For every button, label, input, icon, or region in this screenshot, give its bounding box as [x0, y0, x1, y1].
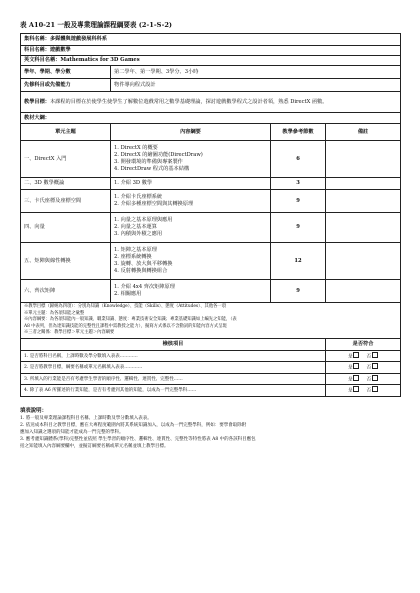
unit-item: 2. 相關應用 [114, 291, 142, 297]
checklist-options [326, 362, 401, 374]
subject-en-label: 英文科目名稱： [24, 57, 61, 63]
unit-item: 2. 向量之基本運算 [114, 224, 157, 230]
note-line: ※教學目標（歸納為四項）：分別為知識（Knowledge）、技能（Skills）、態度（Attitudes）、其他各一項 [24, 304, 227, 309]
unit-items [111, 280, 271, 303]
checklist-row [21, 350, 401, 362]
term-label: 學年、學期、學分數 [21, 66, 111, 79]
checklist-item: 4. 除了表 A6 所羅述的行業知能，是否有考慮到其他的知能，以成為一門完整學科…… [21, 385, 326, 397]
instructions-title: 填表說明： [20, 407, 47, 414]
unit-hours: 9 [271, 190, 326, 213]
row-term [21, 66, 401, 79]
department-label: 集科名稱： [24, 36, 50, 42]
unit-item: 2. 座標系統轉換 [114, 254, 152, 260]
option-no-label: 否 [366, 388, 372, 394]
unit-hours: 9 [271, 213, 326, 243]
note-line: ※三者之關係：教學目標＞單元主題＞內容綱要 [24, 330, 115, 336]
unit-item: 3. 開發環境的準備與專案製作 [114, 159, 183, 165]
unit-topic: 二、3D 數學概論 [21, 178, 111, 190]
prereq-label: 先修科目或先備能力 [21, 79, 111, 92]
unit-item: 3. 內積與外積之應用 [114, 231, 163, 237]
outline-label: 教材大綱： [21, 113, 401, 124]
unit-item: 2. DirectX 的繪圖功能(DirectDraw) [114, 152, 203, 158]
unit-topic: 四、向量 [21, 213, 111, 243]
instruction-line: 1. 將一般及專業理論課程科目名稱、上課時數及學分數填入表表。 [20, 415, 152, 421]
unit-note [326, 243, 401, 280]
unit-item: 1. DirectX 的概要 [114, 145, 158, 151]
unit-items [111, 213, 271, 243]
unit-item: 2. 介紹多種座標空間與其轉換原理 [114, 201, 194, 207]
unit-hours: 12 [271, 243, 326, 280]
option-no-label: 否 [366, 354, 372, 360]
unit-items [111, 141, 271, 178]
unit-topic: 五、矩陣與線性轉換 [21, 243, 111, 280]
unit-row-4 [21, 213, 401, 243]
subject-value: 遊戲數學 [49, 47, 71, 53]
unit-item: 4. 反射轉換與轉換組合 [114, 268, 168, 274]
form-title: 表 A10-21 一般及專業理論課程綱要表 (2-1-S-2) [20, 21, 173, 29]
header-content-outline: 內容綱要 [111, 124, 271, 141]
prereq-value: 物件導向程式設計 [111, 79, 401, 92]
unit-note [326, 213, 401, 243]
row-subject [21, 46, 401, 56]
unit-note [326, 280, 401, 303]
unit-items [111, 243, 271, 280]
term-value: 第二學年、第一學期、3學分、3小時 [111, 66, 401, 79]
unit-item: 1. 介紹 3D 數學 [114, 180, 153, 186]
checklist-options [326, 385, 401, 397]
unit-hours: 6 [271, 141, 326, 178]
unit-item: 4. DirectDraw 程式的基本結構 [114, 166, 190, 172]
unit-item: 3. 旋轉、放大與平移轉換 [114, 261, 173, 267]
header-hours: 教學參考節數 [271, 124, 326, 141]
outline-header-row [21, 124, 401, 141]
unit-row-5 [21, 243, 401, 280]
checklist-item: 2. 是否將教學目標，綱要名稱或單元名稱填入表表………… [21, 362, 326, 374]
yes-checkbox[interactable] [353, 363, 359, 369]
unit-hours: 3 [271, 178, 326, 190]
unit-item: 1. 介紹卡氏座標系統 [114, 194, 163, 200]
unit-hours: 9 [271, 280, 326, 303]
checklist-item: 1. 是否將科目名稱，上課時數及學分數填入表表………… [21, 350, 326, 362]
unit-note [326, 190, 401, 213]
row-goal [21, 92, 401, 113]
row-subject-en [21, 56, 401, 66]
option-no-label: 否 [366, 377, 372, 383]
unit-item: 1. 矩陣之基本原理 [114, 247, 157, 253]
unit-topic: 六、齊次矩陣 [21, 280, 111, 303]
subject-en-value: Mathematics for 3D Games [60, 57, 140, 63]
note-line: A8 中表列，但為達知識技能的完整性且課程中需教授之能力），擬寫方式係以不含動詞的知能內容方式呈現 [24, 323, 227, 329]
checklist-header-item: 檢核項目 [21, 338, 326, 350]
option-yes-label: 是 [347, 354, 353, 360]
no-checkbox[interactable] [372, 386, 378, 392]
no-checkbox[interactable] [372, 352, 378, 358]
unit-note [326, 141, 401, 178]
row-department [21, 34, 401, 46]
notes-row [21, 303, 401, 339]
option-yes-label: 是 [347, 388, 353, 394]
unit-row-1 [21, 141, 401, 178]
instruction-line: 括之知能填入內容綱要欄中，並擬訂綱要名稱或單元名稱並填上教學目標。 [20, 443, 169, 449]
instruction-line: 2. 依送成本科目之教學目標，應在大專程度範圍內將其系統知識加入，以成為一門完整學科，例如：要學會取除附 [20, 422, 247, 428]
yes-checkbox[interactable] [353, 375, 359, 381]
unit-items [111, 190, 271, 213]
yes-checkbox[interactable] [353, 386, 359, 392]
goal-label: 教學目標： [24, 98, 50, 105]
note-line: ※內容綱要：為各項知能內一般知識、職業知識、態度：專業技術安全知識；專業基礎知識如上編先之知能，（表 [24, 317, 237, 323]
option-yes-label: 是 [347, 377, 353, 383]
row-prereq [21, 79, 401, 92]
checklist-header-row [21, 338, 401, 350]
unit-items [111, 178, 271, 190]
option-no-label: 否 [366, 365, 372, 371]
unit-row-2 [21, 178, 401, 190]
instruction-line: 應加入知識之選項的知能才能成為一門完整的學科。 [20, 429, 124, 435]
checklist-row [21, 373, 401, 385]
unit-row-3 [21, 190, 401, 213]
option-yes-label: 是 [347, 365, 353, 371]
checklist-row [21, 385, 401, 397]
note-line: ※單元主題：為各項知能之彙整 [24, 310, 85, 316]
checklist-item: 3. 所填入的行業能是否有考慮學生學習的順序性、邏輯性、連貫性、完整性…… [21, 373, 326, 385]
checklist-options [326, 373, 401, 385]
unit-note [326, 178, 401, 190]
instruction-line: 3. 應考慮知識體系(學科)完整性並依照 學生學習的順序性、邏輯性、連貫性、完整性等特性將表 A8 中的各該科目應包 [20, 436, 256, 442]
no-checkbox[interactable] [372, 375, 378, 381]
yes-checkbox[interactable] [353, 352, 359, 358]
course-outline-table [20, 33, 401, 397]
checklist-options [326, 350, 401, 362]
subject-label: 科目名稱： [24, 47, 50, 53]
checklist-header-result: 是否符合 [326, 338, 401, 350]
checklist-row [21, 362, 401, 374]
unit-topic: 三、卡氏座標及座標空間 [21, 190, 111, 213]
unit-item: 1. 介紹 4x4 齊次矩陣原理 [114, 284, 175, 290]
unit-row-6 [21, 280, 401, 303]
goal-value: 本課程的目標在於使學生使學生了解數位遊戲常用之數學基礎理論，探討遊戲數學程式之設計者領，熟悉 DirectX 函數。 [49, 98, 328, 105]
department-value: 多媒體與遊戲發展科科系 [49, 36, 108, 42]
unit-topic: 一、DirectX 入門 [21, 141, 111, 178]
row-outline-label [21, 113, 401, 124]
unit-item: 1. 向量之基本原理與應用 [114, 217, 173, 223]
header-unit-topic: 單元主題 [21, 124, 111, 141]
fill-instructions [20, 407, 400, 450]
header-remarks: 備註 [326, 124, 401, 141]
no-checkbox[interactable] [372, 363, 378, 369]
